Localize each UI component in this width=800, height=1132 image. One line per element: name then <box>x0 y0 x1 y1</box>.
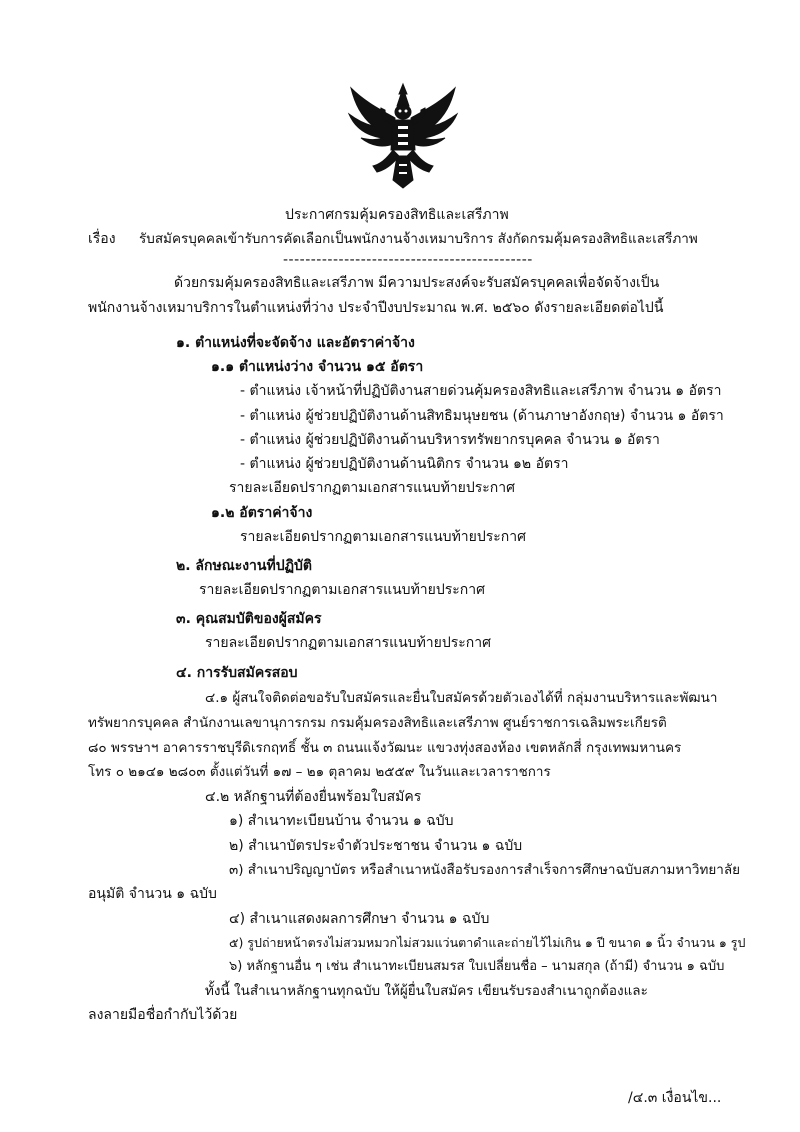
section-4-1-line: โทร ๐ ๒๑๔๑ ๒๘๐๓ ตั้งแต่วันที่ ๑๗ – ๒๑ ตุลาคม ๒๕๕๙ ในวันและเวลาราชการ <box>88 764 551 780</box>
section-2-detail: รายละเอียดปรากฏตามเอกสารแนบท้ายประกาศ <box>199 582 486 598</box>
intro-line-1: ด้วยกรมคุ้มครองสิทธิและเสรีภาพ มีความประสงค์จะรับสมัครบุคคลเพื่อจัดจ้างเป็น <box>174 275 660 291</box>
section-1-2-detail: รายละเอียดปรากฏตามเอกสารแนบท้ายประกาศ <box>240 529 527 545</box>
position-item: - ตำแหน่ง ผู้ช่วยปฏิบัติงานด้านบริหารทรัพยากรบุคคล จำนวน ๑ อัตรา <box>240 432 660 448</box>
closing-line: ลงลายมือชื่อกำกับไว้ด้วย <box>88 1007 238 1023</box>
document-item: ๒) สำเนาบัตรประจำตัวประชาชน จำนวน ๑ ฉบับ <box>229 838 523 854</box>
section-1-2-heading: ๑.๒ อัตราค่าจ้าง <box>211 505 313 521</box>
header-separator: --------------------------------------------- <box>283 252 533 268</box>
announcement-title: ประกาศกรมคุ้มครองสิทธิและเสรีภาพ <box>285 207 509 223</box>
position-item: - ตำแหน่ง ผู้ช่วยปฏิบัติงานด้านนิติกร จำนวน ๑๒ อัตรา <box>240 456 569 472</box>
closing-line: ทั้งนี้ ในสำเนาหลักฐานทุกฉบับ ให้ผู้ยื่นใบสมัคร เขียนรับรองสำเนาถูกต้องและ <box>205 983 648 999</box>
page-continuation: /๔.๓ เงื่อนไข... <box>628 1090 722 1106</box>
section-1-heading: ๑. ตำแหน่งที่จะจัดจ้าง และอัตราค่าจ้าง <box>176 335 415 351</box>
document-item: ๕) รูปถ่ายหน้าตรงไม่สวมหมวกไม่สวมแว่นตาดำและถ่ายไว้ไม่เกิน ๑ ปี ขนาด ๑ นิ้ว จำนวน ๑ รูป <box>229 935 746 950</box>
section-4-1-line: ๔.๑ ผู้สนใจติดต่อขอรับใบสมัครและยื่นใบสมัครด้วยตัวเองได้ที่ กลุ่มงานบริหารและพัฒนา <box>205 690 718 706</box>
document-item: ๔) สำเนาแสดงผลการศึกษา จำนวน ๑ ฉบับ <box>229 911 490 927</box>
document-item: ๖) หลักฐานอื่น ๆ เช่น สำเนาทะเบียนสมรส ใบเปลี่ยนชื่อ – นามสกุล (ถ้ามี) จำนวน ๑ ฉบับ <box>229 959 725 974</box>
position-item: - ตำแหน่ง ผู้ช่วยปฏิบัติงานด้านสิทธิมนุษยชน (ด้านภาษาอังกฤษ) จำนวน ๑ อัตรา <box>240 408 724 424</box>
section-4-1-line: ทรัพยากรบุคคล สำนักงานเลขานุการกรม กรมคุ้มครองสิทธิและเสรีภาพ ศูนย์ราชการเฉลิมพระเกียรติ <box>88 715 667 731</box>
section-4-1-line: ๘๐ พรรษาฯ อาคารราชบุรีดิเรกฤทธิ์ ชั้น ๓ ถนนแจ้งวัฒนะ แขวงทุ่งสองห้อง เขตหลักสี่ กรุงเทพมหานคร <box>88 740 682 756</box>
document-item-continued: อนุมัติ จำนวน ๑ ฉบับ <box>88 886 217 902</box>
subject-label: เรื่อง <box>88 231 116 247</box>
section-2-heading: ๒. ลักษณะงานที่ปฏิบัติ <box>176 558 312 574</box>
position-item: - ตำแหน่ง เจ้าหน้าที่ปฏิบัติงานสายด่วนคุ้มครองสิทธิและเสรีภาพ จำนวน ๑ อัตรา <box>240 383 722 399</box>
document-item: ๑) สำเนาทะเบียนบ้าน จำนวน ๑ ฉบับ <box>229 813 454 829</box>
section-3-heading: ๓. คุณสมบัติของผู้สมัคร <box>176 611 322 627</box>
document-item: ๓) สำเนาปริญญาบัตร หรือสำเนาหนังสือรับรองการสำเร็จการศึกษาฉบับสภามหาวิทยาลัย <box>229 862 741 878</box>
section-1-1-heading: ๑.๑ ตำแหน่งว่าง จำนวน ๑๕ อัตรา <box>211 359 424 375</box>
section-1-1-detail: รายละเอียดปรากฏตามเอกสารแนบท้ายประกาศ <box>229 480 516 496</box>
section-4-2-heading: ๔.๒ หลักฐานที่ต้องยื่นพร้อมใบสมัคร <box>205 789 422 805</box>
intro-line-2: พนักงานจ้างเหมาบริการในตำแหน่งที่ว่าง ประจำปีงบประมาณ พ.ศ. ๒๕๖๐ ดังรายละเอียดต่อไปนี้ <box>88 300 664 316</box>
garuda-emblem-icon <box>343 80 463 192</box>
section-3-detail: รายละเอียดปรากฏตามเอกสารแนบท้ายประกาศ <box>205 635 492 651</box>
subject-text: รับสมัครบุคคลเข้ารับการคัดเลือกเป็นพนักงานจ้างเหมาบริการ สังกัดกรมคุ้มครองสิทธิและเสรีภาพ <box>139 231 698 247</box>
section-4-heading: ๔. การรับสมัครสอบ <box>176 665 298 681</box>
